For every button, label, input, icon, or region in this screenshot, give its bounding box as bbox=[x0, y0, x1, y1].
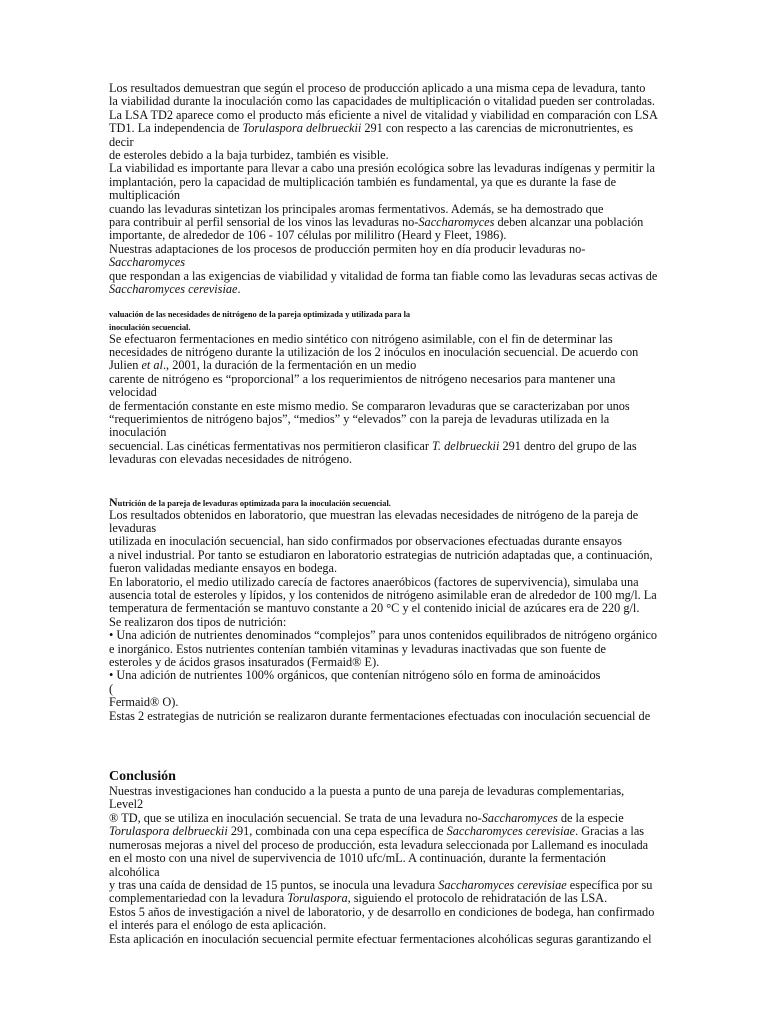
text-line: importante, de alrededor de 106 - 107 células por mililitro (Heard y Fleet, 1986). bbox=[109, 228, 507, 243]
paragraph-conclusion bbox=[109, 785, 659, 946]
text-line: complementariedad con la levadura Torulaspora, siguiendo el protocolo de rehidratación de las LSA. bbox=[109, 891, 608, 906]
text-line: velocidad bbox=[109, 385, 157, 400]
list-item: • Una adición de nutrientes denominados “complejos” para unos contenidos equilibrados de nitrógeno orgánico bbox=[109, 628, 658, 643]
subheading-line: valuación de las necesidades de nitrógeno de la pareja optimizada y utilizada para la bbox=[109, 309, 411, 319]
text-line: ausencia total de esteroles y lípidos, y los contenidos de nitrógeno asimilable eran de alrededor de 100 mg/l. La bbox=[109, 588, 657, 602]
text-line: necesidades de nitrógeno durante la utilización de los 2 inóculos en inoculación secuencial. De acuerdo con bbox=[109, 344, 639, 359]
text-line: ® TD, que se utiliza en inoculación secuencial. Se trata de una levadura no-Saccharomyces de la especie bbox=[109, 810, 624, 825]
text-line: utilizada en inoculación secuencial, han sido confirmados por observaciones efectuadas durante ensayos bbox=[109, 534, 622, 549]
text-line: Julien et al., 2001, la duración de la fermentación en un medio bbox=[109, 358, 417, 373]
conclusion-heading: Conclusión bbox=[109, 769, 176, 785]
text-line: multiplicación bbox=[109, 188, 181, 203]
text-line: Nuestras adaptaciones de los procesos de producción permiten hoy en día producir levaduras no- bbox=[109, 241, 586, 256]
text-line: que respondan a las exigencias de viabilidad y vitalidad de forma tan fiable como las levaduras secas activas de bbox=[109, 268, 658, 283]
text-line: En laboratorio, el medio utilizado carecía de factores anaeróbicos (factores de supervivencia), simulaba una bbox=[109, 574, 639, 589]
text-line: Esta aplicación en inoculación secuencial permite efectuar fermentaciones alcohólicas seguras garantizando el bbox=[109, 931, 652, 946]
paragraph-nutrition bbox=[109, 509, 659, 724]
text-line: a nivel industrial. Por tanto se estudiaron en laboratorio estrategias de nutrición adaptadas que, a continuación, bbox=[109, 547, 653, 562]
text-line: decir bbox=[109, 134, 134, 149]
text-line: Se realizaron dos tipos de nutrición: bbox=[109, 614, 287, 629]
text-line: de esteroles debido a la baja turbidez, también es visible. bbox=[109, 148, 389, 163]
paragraph-nitrogen bbox=[109, 333, 659, 467]
text-line: temperatura de fermentación se mantuvo constante a 20 °C y el contenido inicial de azúcares era de 220 g/l. bbox=[109, 601, 640, 616]
text-line: implantación, pero la capacidad de multiplicación también es fundamental, ya que es durante la fase de bbox=[109, 174, 617, 189]
text-line: cuando las levaduras sintetizan los principales aromas fermentativos. Además, se ha demostrado que bbox=[109, 201, 604, 216]
text-line: en el mosto con una nivel de supervivencia de 1010 ufc/mL. A continuación, durante la fermentación bbox=[109, 851, 606, 866]
text-line: esteroles y de ácidos grasos insaturados (Fermaid® E). bbox=[109, 655, 380, 670]
text-line: Estos 5 años de investigación a nivel de laboratorio, y de desarrollo en condiciones de bodega, han confirmado bbox=[109, 904, 655, 919]
text-line: alcohólica bbox=[109, 864, 160, 879]
text-line: Estas 2 estrategias de nutrición se realizaron durante fermentaciones efectuadas con inoculación secuencial de bbox=[109, 708, 651, 723]
section-subheading-nitrogen bbox=[109, 309, 659, 333]
text-line: secuencial. Las cinéticas fermentativas nos permitieron clasificar T. delbrueckii 291 dentro del grupo de las bbox=[109, 438, 637, 453]
text-line: Saccharomyces bbox=[109, 255, 186, 270]
text-line: ( bbox=[109, 681, 114, 696]
text-line: La LSA TD2 aparece como el producto más eficiente a nivel de vitalidad y viabilidad en comparación con LSA bbox=[109, 107, 658, 122]
paragraph-results bbox=[109, 82, 659, 297]
section-subheading-nutrition: Nutrición de la pareja de levaduras optimizada para la inoculación secuencial. bbox=[109, 494, 391, 509]
text-line: La viabilidad es importante para llevar a cabo una presión ecológica sobre las levaduras indígenas y permitir la bbox=[109, 161, 655, 176]
text-line: TD1. La independencia de Torulaspora delbrueckii 291 con respecto a las carencias de micronutrientes, es bbox=[109, 121, 634, 136]
text-line: la viabilidad durante la inoculación como las capacidades de multiplicación o vitalidad pueden ser controladas. bbox=[109, 94, 655, 109]
text-line: numerosas mejoras a nivel del proceso de producción, esta levadura seleccionada por Lallemand es inoculada bbox=[109, 837, 649, 852]
subheading-line: inoculación secuencial. bbox=[109, 322, 191, 332]
text-line: levaduras con elevadas necesidades de nitrógeno. bbox=[109, 452, 353, 467]
text-line: inoculación bbox=[109, 425, 167, 440]
text-line: Se efectuaron fermentaciones en medio sintético con nitrógeno asimilable, con el fin de determinar las bbox=[109, 331, 613, 346]
text-line: carente de nitrógeno es “proporcional” a los requerimientos de nitrógeno necesarios para mantener una bbox=[109, 371, 616, 386]
text-line: Fermaid® O). bbox=[109, 695, 179, 710]
text-line: Level2 bbox=[109, 797, 144, 812]
text-line: e inorgánico. Estos nutrientes contenían también vitaminas y levaduras inactivadas que son fuente de bbox=[109, 641, 606, 656]
text-line: de fermentación constante en este mismo medio. Se compararon levaduras que se caracterizaban por unos bbox=[109, 398, 630, 413]
text-line: fueron validadas mediante ensayos en bodega. bbox=[109, 561, 338, 576]
text-line: Los resultados obtenidos en laboratorio, que muestran las elevadas necesidades de nitrógeno de la pareja de bbox=[109, 507, 639, 522]
text-line: Torulaspora delbrueckii 291, combinada con una cepa específica de Saccharomyces cerevisiae. Gracias a las bbox=[109, 824, 645, 839]
text-line: para contribuir al perfil sensorial de los vinos las levaduras no-Saccharomyces deben alcanzar una población bbox=[109, 215, 644, 230]
text-line: levaduras bbox=[109, 520, 157, 535]
text-line: Los resultados demuestran que según el proceso de producción aplicado a una misma cepa de levadura, tanto bbox=[109, 81, 646, 95]
document-body bbox=[109, 82, 659, 946]
text-line: el interés para el enólogo de esta aplicación. bbox=[109, 918, 327, 933]
text-line: Saccharomyces cerevisiae. bbox=[109, 282, 241, 297]
list-item: • Una adición de nutrientes 100% orgánicos, que contenían nitrógeno sólo en forma de aminoácidos bbox=[109, 668, 601, 683]
text-line: “requerimientos de nitrógeno bajos”, “medios” y “elevados” con la pareja de levaduras utilizada en la bbox=[109, 411, 610, 426]
text-line: Nuestras investigaciones han conducido a la puesta a punto de una pareja de levaduras complementarias, bbox=[109, 784, 625, 799]
text-line: y tras una caída de densidad de 15 puntos, se inocula una levadura Saccharomyces cerevisiae específica por su bbox=[109, 877, 653, 892]
